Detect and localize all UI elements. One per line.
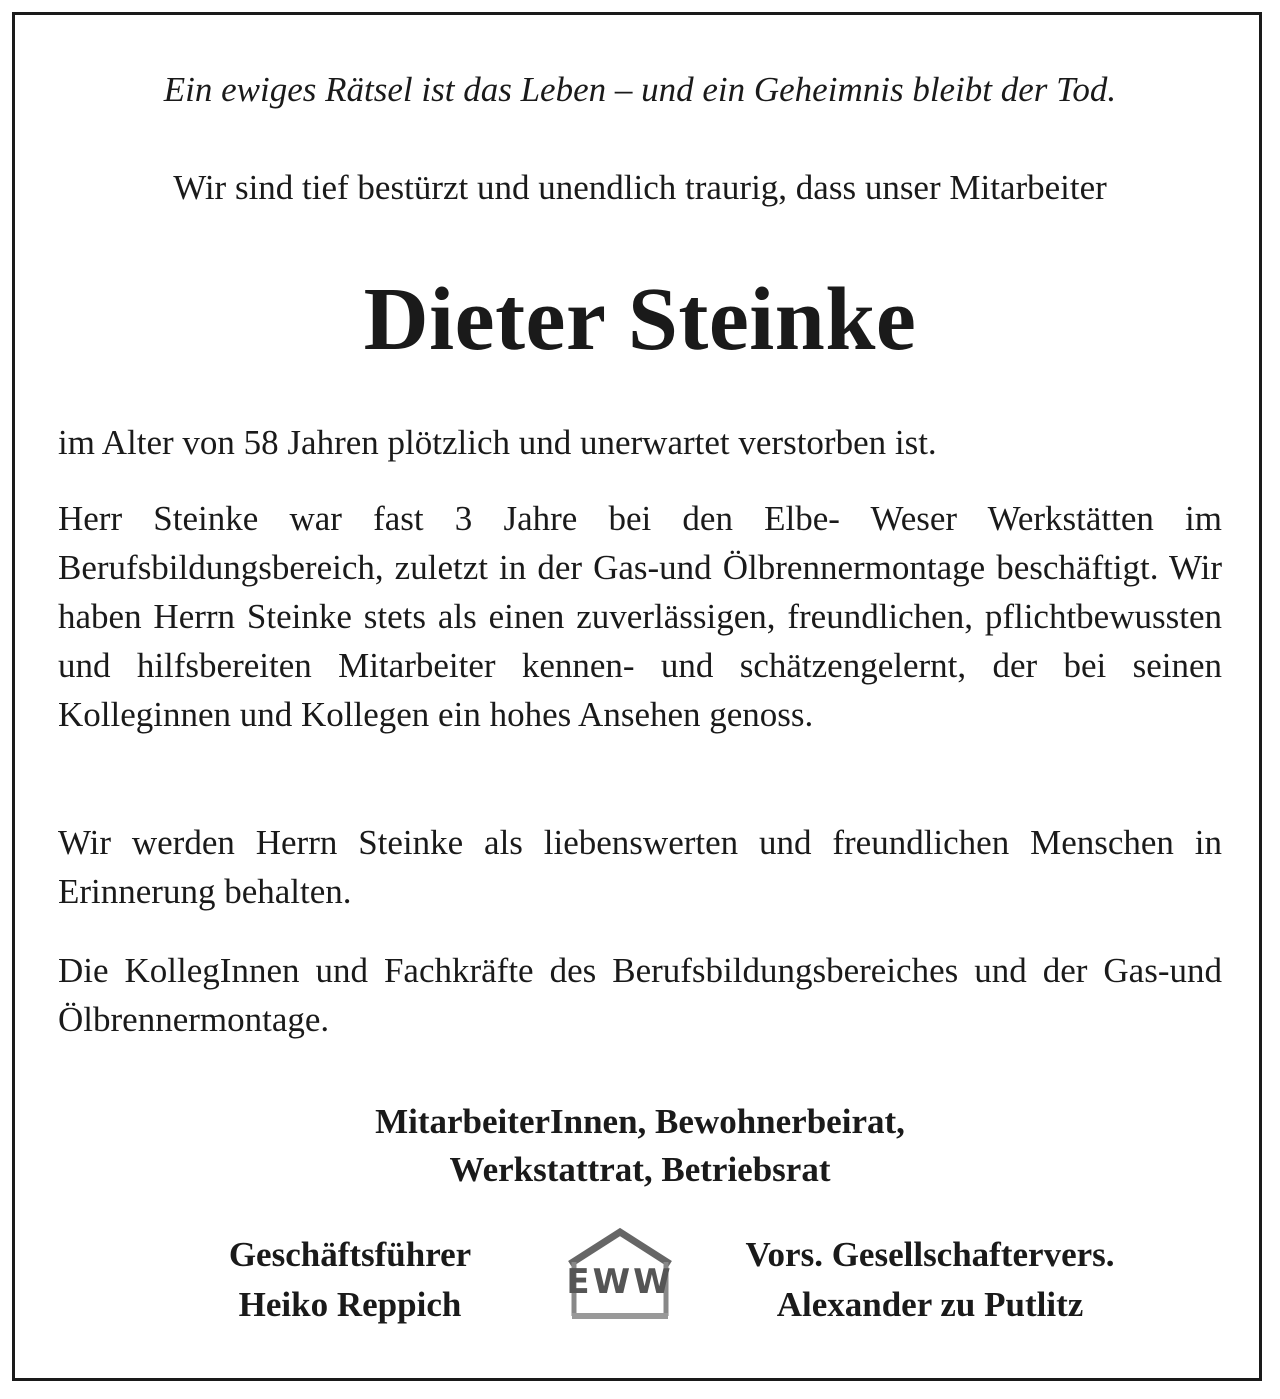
- signature-right-role: Vors. Gesellschaftervers.: [745, 1235, 1115, 1274]
- logo-text: EWW: [566, 1262, 674, 1302]
- signature-right-name: Alexander zu Putlitz: [776, 1285, 1084, 1324]
- deceased-name: Dieter Steinke: [363, 270, 917, 369]
- paragraph-remembrance: Wir werden Herrn Steinke als liebenswerten und freundlichen Menschen in Erinnerung behalten.: [58, 823, 1222, 911]
- eww-logo: [560, 1226, 680, 1326]
- signature-right: [700, 1230, 1160, 1330]
- signature-left-role: Geschäftsführer: [228, 1235, 472, 1274]
- group-signatories: [0, 1098, 1280, 1194]
- intro-line: Wir sind tief bestürzt und unendlich traurig, dass unser Mitarbeiter: [173, 168, 1107, 207]
- signature-left: [195, 1230, 505, 1330]
- group-line-2: Werkstattrat, Betriebsrat: [449, 1150, 831, 1189]
- group-line-1: MitarbeiterInnen, Bewohnerbeirat,: [375, 1102, 905, 1141]
- signature-left-name: Heiko Reppich: [238, 1285, 462, 1324]
- paragraph-colleagues: Die KollegInnen und Fachkräfte des Berufsbildungsbereiches und der Gas-und Ölbrennermontage.: [58, 951, 1222, 1039]
- paragraph-age: im Alter von 58 Jahren plötzlich und unerwartet verstorben ist.: [58, 423, 937, 462]
- motto-quote: Ein ewiges Rätsel ist das Leben – und ein Geheimnis bleibt der Tod.: [163, 70, 1117, 109]
- paragraph-employment: Herr Steinke war fast 3 Jahre bei den Elbe- Weser Werkstätten im Berufsbildungsbereich, zuletzt in der Gas-und Ölbrennermontage beschäftigt. Wir haben Herrn Steinke stets als einen zuverlässigen, freundlichen, pflichtbewussten und hilfsbereiten Mitarbeiter kennen- und schätzengelernt, der bei seinen Kolleginnen und Kollegen ein hohes Ansehen genoss.: [58, 499, 1222, 734]
